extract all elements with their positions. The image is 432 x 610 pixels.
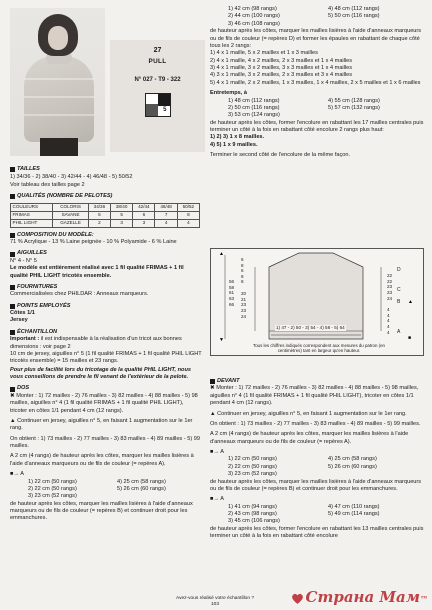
important-note: Important : il est indispensable à la réalisation d'un tricot aux bonnes dimensions : voir page 2 bbox=[10, 336, 182, 350]
bullet-square-icon bbox=[10, 285, 15, 290]
bullet-square-icon bbox=[210, 379, 215, 384]
aiguilles-text: Le modèle est entièrement réalisé avec 1 fil qualité FRIMAS + 1 fil qualité PHIL LIGHT tricotés ensemble. bbox=[10, 265, 184, 279]
dos-continue: ▲ Continuer en jersey, aiguilles n° 5, en faisant 1 augmentation sur le 1er rang. bbox=[10, 417, 193, 432]
devant-continue: ▲ Continuer en jersey, aiguilles n° 5, en faisant 1 augmentation sur le 1er rang. bbox=[210, 410, 407, 417]
bullet-square-icon bbox=[10, 304, 15, 309]
marker-b: B bbox=[397, 299, 401, 305]
terminer-text: Terminer le second côté de l'encolure de la même façon. bbox=[210, 152, 351, 159]
devant-2cm: A 2 cm (4 rangs) de hauteur après les côtes, marquer les mailles lisières à l'aide d'anneaux marqueurs ou de fils de couleur (= repères A). bbox=[210, 431, 409, 445]
site-watermark: Страна Мам™ bbox=[291, 588, 428, 608]
right-column bbox=[210, 6, 424, 160]
section-tailles: TAILLES bbox=[10, 166, 202, 173]
page-number: 103 bbox=[210, 602, 219, 608]
devant-block bbox=[210, 374, 424, 541]
composition-text: 71 % Acrylique - 13 % Laine peignée - 10 % Polyamide - 6 % Laine bbox=[10, 239, 177, 246]
section-dos: DOS bbox=[10, 385, 202, 392]
fournitures-text: Commercialisées chez PHILDAR : Anneaux marqueurs. bbox=[10, 291, 149, 298]
section-points: POINTS EMPLOYÉS bbox=[10, 303, 202, 310]
marker-arrow-icon: ■ bbox=[408, 335, 412, 341]
devant-cast-on: ✖ Monter : 1) 72 mailles - 2) 76 mailles - 3) 82 mailles - 4) 88 mailles - 5) 98 mailles, aiguilles n° 4 (1 fil qualité FRIMAS + 1 fil qualité PHIL LIGHT), tricoter en côtes 1/1 pendant 4 cm (12 rangs). bbox=[210, 385, 419, 407]
top-heights: 1) 42 cm (98 rangs) 2) 44 cm (100 rangs) 3) 46 cm (108 rangs) 4) 48 cm (112 rangs) 5) 50 cm (116 rangs) bbox=[228, 6, 380, 27]
marker-d: D bbox=[397, 267, 401, 273]
dos-result: On obtient : 1) 73 mailles - 2) 77 mailles - 3) 83 mailles - 4) 89 mailles - 5) 99 mailles. bbox=[10, 435, 200, 450]
entretemps-label: Entretemps, à bbox=[210, 90, 247, 97]
sweater-shape bbox=[24, 56, 94, 142]
pattern-title-box bbox=[110, 40, 205, 152]
stitch-2: Jersey bbox=[10, 317, 28, 324]
needle-size: N° 4 - N° 5 bbox=[10, 257, 37, 264]
bottom-measure: 1) 47 - 2) 50 - 3) 54 - 4) 58 - 5) 64 bbox=[276, 325, 345, 330]
stitch-1: Côtes 1/1 bbox=[10, 310, 35, 317]
bullet-square-icon bbox=[10, 330, 15, 335]
pattern-name: PULL bbox=[148, 58, 167, 66]
right-labels-top: 22 22 23 23 24 bbox=[387, 273, 393, 301]
neck-text: de hauteur après les côtes, former l'encolure en rabattant les 17 mailles centrales puis terminer un côté à la fois en rabattant côté encolure 2 rangs plus haut: bbox=[210, 119, 424, 133]
right-labels-bottom: 4 4 4 4 4 bbox=[387, 307, 390, 335]
pattern-reference: N° 027 - T9 - 322 bbox=[134, 76, 181, 83]
swatch-digit: 5 bbox=[163, 106, 167, 113]
bullet-square-icon bbox=[10, 233, 15, 238]
yarn-swatch-icon bbox=[145, 93, 171, 117]
devant-end: de hauteur après les côtes, former l'encolure en rabattant les 13 mailles centrales puis terminer un côté à la fois en rabattant côté encolure bbox=[210, 525, 424, 540]
section-echantillon: ÉCHANTILLON bbox=[10, 329, 202, 336]
tailles-sizes: 1) 34/36 - 2) 38/40 - 3) 42/44 - 4) 46/48 - 5) 50/52 bbox=[10, 174, 133, 181]
dos-cast-on: ✖ Monter : 1) 72 mailles - 2) 76 mailles - 3) 82 mailles - 4) 88 mailles - 5) 98 mailles, aiguilles n° 4 (1 fil qualité FRIMAS + 1 fil qualité PHIL LIGHT), tricoter en côtes 1/1 pendant 4 cm (12 rangs). bbox=[10, 392, 198, 414]
neck-heights: 1) 48 cm (112 rangs) 2) 50 cm (116 rangs) 3) 53 cm (124 rangs) 4) 55 cm (128 rangs) 5) 57 cm (132 rangs) bbox=[228, 97, 380, 119]
dos-2cm: A 2 cm (4 rangs) de hauteur après les côtes, marquer les mailles lisières à l'aide d'anneaux marqueurs ou de fils de couleur (= repères A). bbox=[10, 453, 194, 467]
marker-a: A bbox=[397, 329, 401, 335]
marker-c: C bbox=[397, 287, 401, 293]
devant-result: On obtient : 1) 73 mailles - 2) 77 mailles - 3) 83 mailles - 4) 89 mailles - 5) 99 mailles. bbox=[210, 420, 421, 427]
pattern-number: 27 bbox=[153, 47, 162, 54]
shoulder-list: 1) 4 x 1 maille, 5 x 2 mailles et 1 x 3 mailles 2) 4 x 1 maille, 4 x 2 mailles, 2 x 3 mailles et 1 x 4 mailles 3) 4 x 1 maille, 3 x 2 mailles, 3 x 3 mailles et 1 x 4 mailles 4) 3 x 1 maille, 3 x 2 mailles, 2 x 3 mailles et 3 x 4 mailles 5) 4 x 1 maille, 2 x 2 mailles, 1 x 3 mailles, 1 x 4 mailles, 2 x 5 mailles et 1 x 6 mailles bbox=[210, 50, 421, 86]
devant-arrow: ■→ A bbox=[210, 449, 224, 455]
table-row: PHIL LIGHT GAZELLE 2 3 3 4 4 bbox=[11, 219, 200, 227]
model-photo bbox=[10, 8, 105, 156]
section-aiguilles: AIGUILLES bbox=[10, 250, 202, 257]
devant-heights: 1) 22 cm (50 rangs) 2) 22 cm (50 rangs) 3) 23 cm (52 rangs) 4) 25 cm (58 rangs) 5) 26 cm (60 rangs) bbox=[228, 456, 377, 478]
devant-heights-2: 1) 41 cm (94 rangs) 2) 43 cm (98 rangs) 3) 45 cm (106 rangs) 4) 47 cm (110 rangs) 5) 49 cm (114 rangs) bbox=[228, 503, 380, 525]
diagram-caption: Tous les chiffres indiqués correspondent aux mesures du patron (en centimètres) tant en largeur qu'en hauteur. bbox=[253, 343, 385, 354]
devant-mid: de hauteur après les côtes, marquer les mailles lisières à l'aide d'anneaux marqueurs ou de fils de couleur (= repères B) et continuer droit pour les emmanchures. bbox=[210, 478, 422, 492]
face-shape bbox=[48, 26, 68, 50]
table-header-row: COULEURS COLORIS 34/36 38/40 42/44 46/48 50/52 bbox=[11, 203, 200, 211]
upper-labels: 6 8 6 8 8 bbox=[241, 257, 244, 284]
yarn-quantity-table bbox=[10, 203, 200, 228]
section-qualites: QUALITÉS (NOMBRE DE PELOTES) bbox=[10, 193, 202, 200]
section-composition: COMPOSITION DU MODÈLE: bbox=[10, 232, 202, 239]
footer-text: Avez-vous réalisé votre échantillon ? bbox=[175, 596, 255, 601]
pants-shape bbox=[40, 138, 78, 156]
bottom-arrow-icon: ▼ bbox=[219, 337, 224, 343]
tailles-note: Voir tableau des tailles page 2 bbox=[10, 181, 85, 188]
garment-schematic bbox=[210, 248, 424, 356]
dos-heights: 1) 22 cm (50 rangs) 2) 22 cm (50 rangs) 3) 23 cm (52 rangs) 4) 25 cm (58 rangs) 5) 26 cm (60 rangs) bbox=[28, 478, 166, 500]
bullet-square-icon bbox=[10, 194, 15, 199]
bullet-square-icon bbox=[10, 167, 15, 172]
neck-step-1: 1) 2) 3) 1 x 8 mailles. bbox=[210, 134, 265, 141]
top-arrow-icon: ▲ bbox=[219, 251, 224, 257]
shoulder-intro: de hauteur après les côtes, marquer les mailles lisières à l'aide d'anneaux marqueurs ou de fils de couleur (= repères D) et former les épaules en rabattant de chaque côté tous les 2 rangs: bbox=[210, 28, 422, 49]
devant-arrow-2: ■→ A bbox=[210, 496, 224, 503]
dos-arrow: ■→ A bbox=[10, 471, 24, 478]
heart-logo-icon bbox=[291, 592, 304, 605]
section-fournitures: FOURNITURES bbox=[10, 284, 202, 291]
table-row: FRIMAS SAVANE 5 5 6 7 8 bbox=[11, 211, 200, 219]
bullet-square-icon bbox=[10, 252, 15, 257]
dos-end: de hauteur après les côtes, marquer les mailles lisières à l'aide d'anneaux marqueurs ou de fils de couleur (= repères B) et continuer droit pour les emmanchures. bbox=[10, 500, 193, 522]
left-scale: 56 58 61 63 66 bbox=[229, 279, 235, 307]
neck-step-2: 4) 5) 1 x 9 mailles. bbox=[210, 141, 258, 148]
left-column bbox=[10, 162, 202, 523]
tip-text: Pour plus de facilité lors du tricotage de la qualité PHIL LIGHT, nous vous conseillons de prendre le fil venant de l'extérieur de la pelote. bbox=[10, 366, 191, 381]
section-devant: DEVANT bbox=[210, 378, 424, 385]
page-footer bbox=[150, 596, 280, 609]
mid-labels-left: 20 21 23 23 24 bbox=[241, 291, 247, 319]
marker-arrow-icon: ▲ bbox=[408, 299, 413, 305]
gauge-text: 10 cm de jersey, aiguilles n° 5 (1 fil qualité FRIMAS + 1 fil qualité PHIL LIGHT tricotés ensemble) = 15 mailles et 23 rangs. bbox=[10, 350, 202, 365]
bullet-square-icon bbox=[10, 387, 15, 392]
